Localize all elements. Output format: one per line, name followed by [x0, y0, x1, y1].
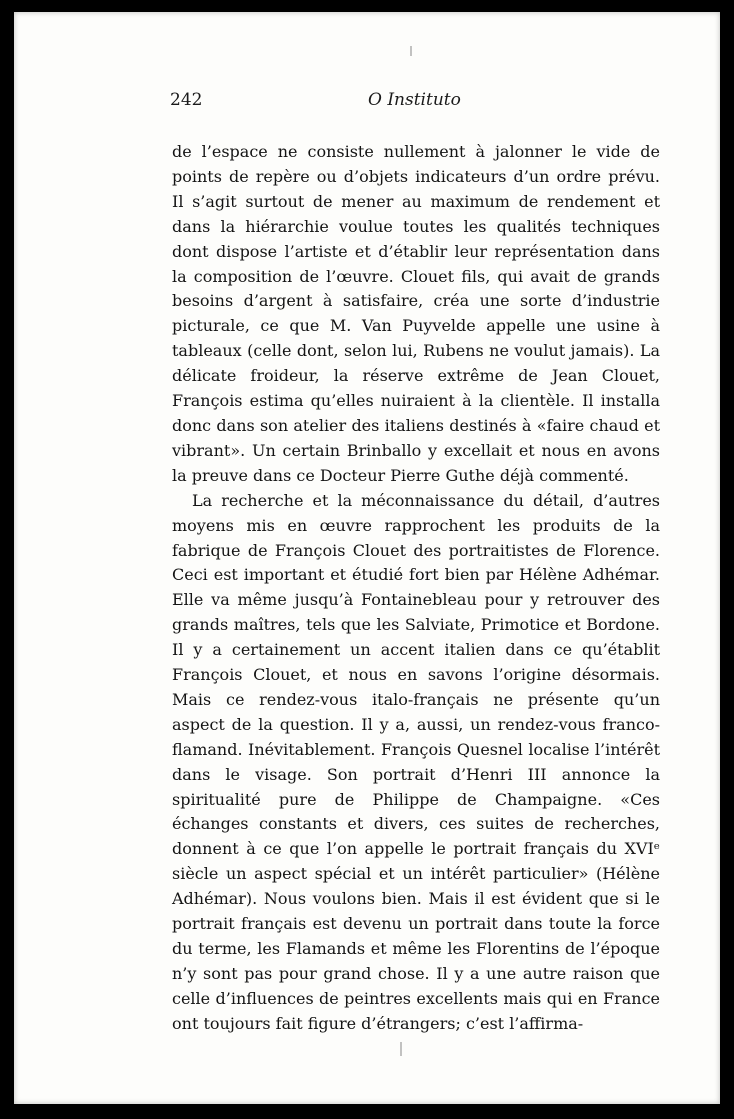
- page-number: 242: [170, 90, 203, 110]
- running-head: O Instituto: [368, 90, 461, 110]
- page-header: [170, 90, 510, 118]
- document-page: [14, 12, 720, 1104]
- paragraph-1: de l’espace ne consiste nullement à jalonner le vide de points de repère ou d’objets indicateurs d’un ordre prévu. Il s’agit surtout de mener au maximum de rendement et dans la hiérarchie voulue toutes les qualités techniques dont dispose l’artiste et d’établir leur représentation dans la composition de l’œuvre. Clouet fils, qui avait de grands besoins d’argent à satisfaire, créa une sorte d’industrie picturale, ce que M. Van Puyvelde appelle une usine à tableaux (celle dont, selon lui, Rubens ne voulut jamais). La délicate froideur, la réserve extrême de Jean Clouet, François estima qu’elles nuiraient à la clientèle. Il installa donc dans son atelier des italiens destinés à «faire chaud et vibrant». Un certain Brinballo y excellait et nous en avons la preuve dans ce Docteur Pierre Guthe déjà commenté.: [172, 142, 660, 485]
- body-text: [172, 140, 660, 1037]
- scan-mark-bottom: [400, 1042, 402, 1056]
- paragraph-2: La recherche et la méconnaissance du détail, d’autres moyens mis en œuvre rapprochent les produits de la fabrique de François Clouet des portraitistes de Florence. Ceci est important et étudié fort bien par Hélène Adhémar. Elle va même jusqu’à Fontainebleau pour y retrouver des grands maîtres, tels que les Salviate, Primotice et Bordone. Il y a certainement un accent italien dans ce qu’établit François Clouet, et nous en savons l’origine désormais. Mais ce rendez-vous italo-français ne présente qu’un aspect de la question. Il y a, aussi, un rendez-vous franco-flamand. Inévitablement. François Quesnel localise l’intérêt dans le visage. Son portrait d’Henri III annonce la spiritualité pure de Philippe de Champaigne. «Ces échanges constants et divers, ces suites de recherches, donnent à ce que l’on appelle le portrait français du XVIᵉ siècle un aspect spécial et un intérêt particulier» (Hélène Adhémar). Nous voulons bien. Mais il est évident que si le portrait français est devenu un portrait dans toute la force du terme, les Flamands et même les Florentins de l’époque n’y sont pas pour grand chose. Il y a une autre raison que celle d’influences de peintres excellents mais qui en France ont toujours fait figure d’étrangers; c’est l’affirma-: [172, 490, 660, 1033]
- scan-mark-top: [410, 46, 412, 56]
